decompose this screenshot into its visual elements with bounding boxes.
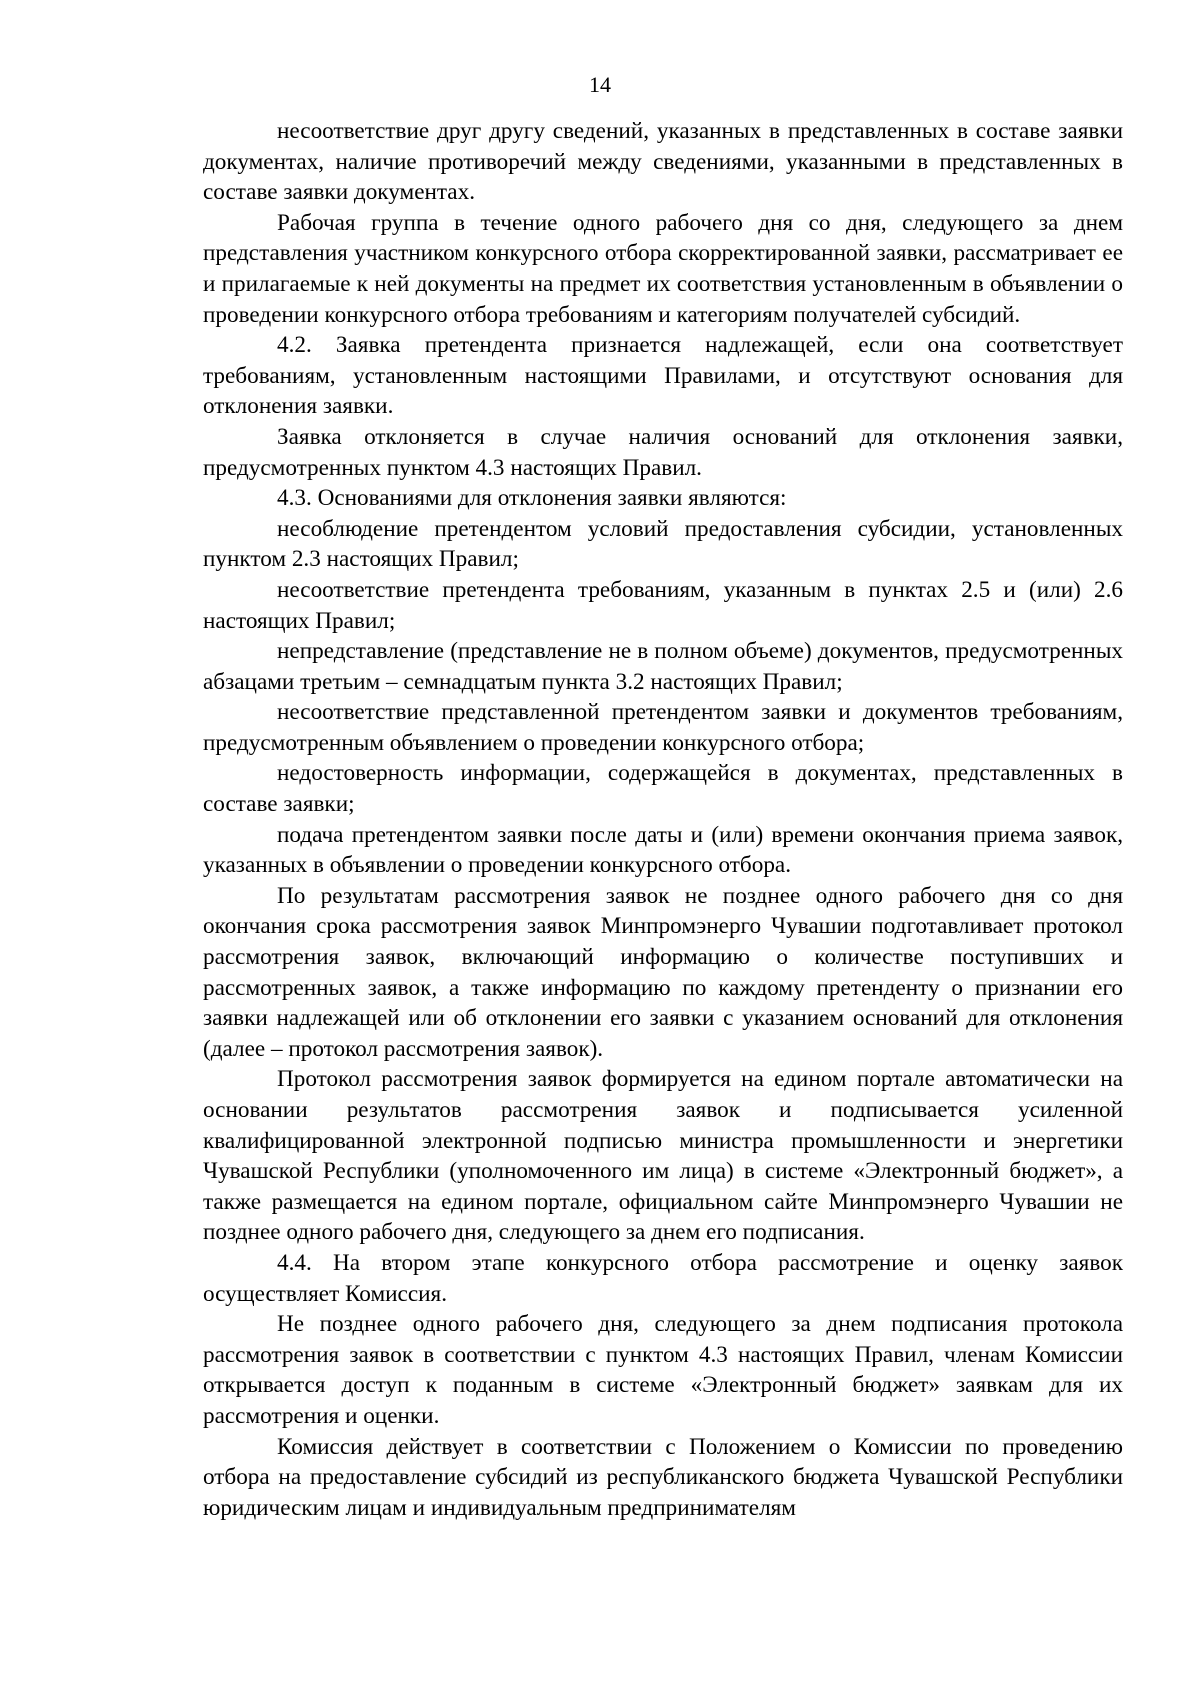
paragraph: По результатам рассмотрения заявок не позднее одного рабочего дня со дня окончания срока рассмотрения заявок Минпромэнерго Чувашии подготавливает протокол рассмотрения заявок, включающий информацию о количестве поступивших и рассмотренных заявок, а также информацию по каждому претенденту о признании его заявки надлежащей или об отклонении его заявки с указанием оснований для отклонения (далее – протокол рассмотрения заявок).	[203, 882, 1123, 1062]
paragraph: Заявка отклоняется в случае наличия оснований для отклонения заявки, предусмотренных пунктом 4.3 настоящих Правил.	[203, 423, 1123, 481]
paragraph: 4.4. На втором этапе конкурсного отбора рассмотрение и оценку заявок осуществляет Комиссия.	[203, 1249, 1123, 1307]
paragraph: несоответствие претендента требованиям, указанным в пунктах 2.5 и (или) 2.6 настоящих Правил;	[203, 576, 1123, 634]
paragraph: 4.2. Заявка претендента признается надлежащей, если она соответствует требованиям, установленным настоящими Правилами, и отсутствуют основания для отклонения заявки.	[203, 332, 1123, 420]
paragraph: Протокол рассмотрения заявок формируется на едином портале автоматически на основании результатов рассмотрения заявок и подписывается усиленной квалифицированной электронной подписью министра промышленности и энергетики Чувашской Республики (уполномоченного им лица) в системе «Электронный бюджет», а также размещается на едином портале, официальном сайте Минпромэнерго Чувашии не позднее одного рабочего дня, следующего за днем его подписания.	[203, 1066, 1123, 1246]
paragraph: несоответствие друг другу сведений, указанных в представленных в составе заявки документах, наличие противоречий между сведениями, указанными в представленных в составе заявки документах.	[203, 118, 1123, 206]
page-number: 14	[589, 72, 611, 97]
paragraph: несоответствие представленной претендентом заявки и документов требованиям, предусмотренным объявлением о проведении конкурсного отбора;	[203, 699, 1123, 756]
paragraph: подача претендентом заявки после даты и (или) времени окончания приема заявок, указанных в объявлении о проведении конкурсного отбора.	[203, 821, 1123, 879]
paragraph: недостоверность информации, содержащейся в документах, представленных в составе заявки;	[203, 760, 1123, 818]
document-body	[203, 116, 1123, 1523]
paragraph: непредставление (представление не в полном объеме) документов, предусмотренных абзацами третьим – семнадцатым пункта 3.2 настоящих Правил;	[203, 638, 1123, 695]
paragraph: 4.3. Основаниями для отклонения заявки являются:	[277, 485, 787, 512]
paragraph: Не позднее одного рабочего дня, следующего за днем подписания протокола рассмотрения заявок в соответствии с пунктом 4.3 настоящих Правил, членам Комиссии открывается доступ к поданным в системе «Электронный бюджет» заявкам для их рассмотрения и оценки.	[203, 1311, 1123, 1429]
paragraph: Рабочая группа в течение одного рабочего дня со дня, следующего за днем представления участником конкурсного отбора скорректированной заявки, рассматривает ее и прилагаемые к ней документы на предмет их соответствия установленным в объявлении о проведении конкурсного отбора требованиям и категориям получателей субсидий.	[203, 209, 1123, 328]
paragraph: Комиссия действует в соответствии с Положением о Комиссии по проведению отбора на предоставление субсидий из республиканского бюджета Чувашской Республики юридическим лицам и индивидуальным предпринимателям	[203, 1433, 1123, 1521]
paragraph: несоблюдение претендентом условий предоставления субсидии, установленных пунктом 2.3 настоящих Правил;	[203, 515, 1123, 573]
